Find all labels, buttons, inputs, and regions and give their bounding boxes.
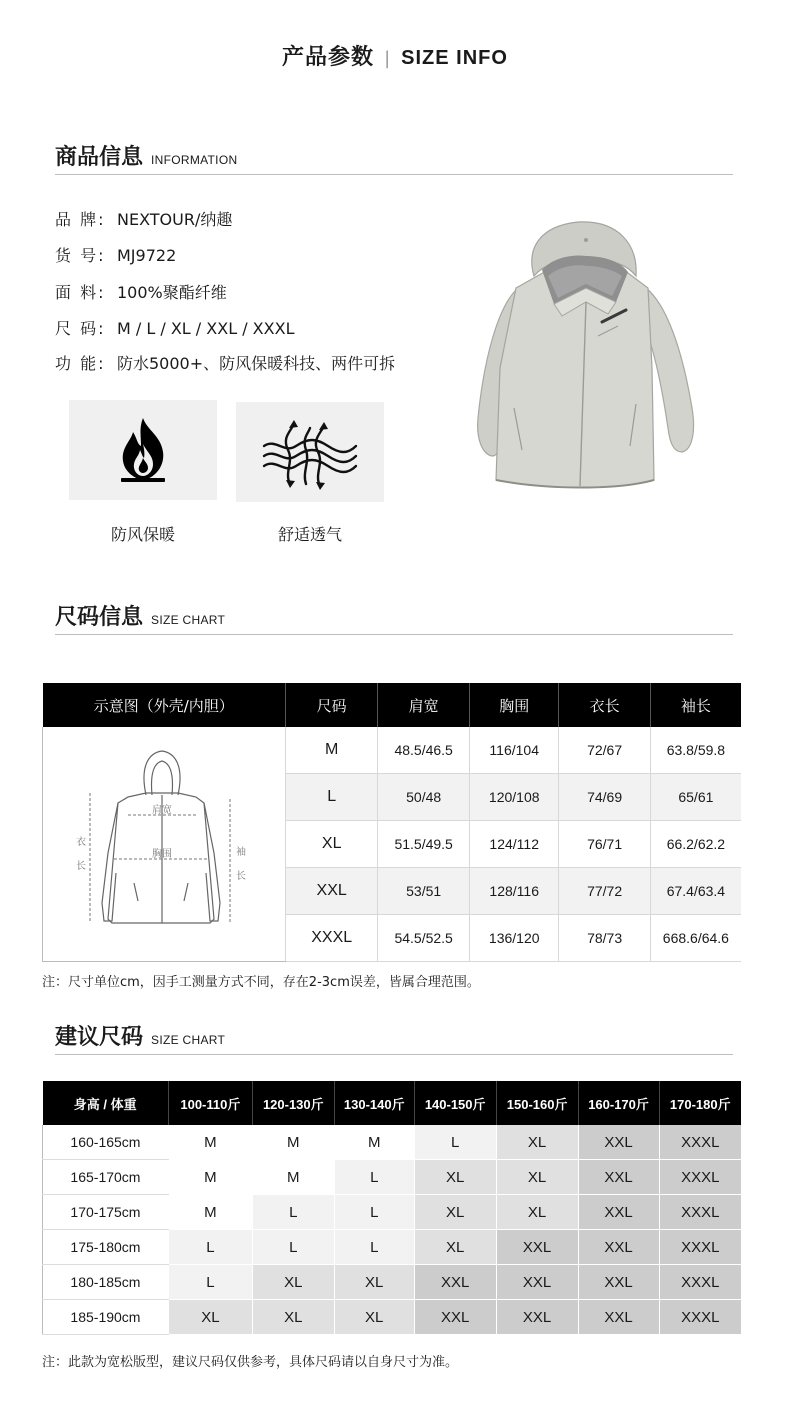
rec-size-cell: XXL (496, 1265, 578, 1300)
rec-size-cell: L (252, 1195, 334, 1230)
rec-size-cell: XXXL (659, 1160, 741, 1195)
rec-size-cell: XL (334, 1265, 414, 1300)
rec-size-cell: XL (496, 1125, 578, 1160)
rec-size-cell: XXL (414, 1265, 496, 1300)
cell-size: M (286, 727, 378, 774)
cell-size: XXXL (286, 915, 378, 962)
cell-length: 77/72 (559, 868, 650, 915)
rec-header-height-weight: 身高 / 体重 (43, 1081, 169, 1125)
table-row (43, 1125, 742, 1160)
table-row (43, 1195, 742, 1230)
info-key: 面 料: (55, 283, 106, 302)
cell-sleeve: 67.4/63.4 (650, 868, 741, 915)
rec-height: 185-190cm (43, 1300, 169, 1335)
rec-size-cell: XXL (578, 1125, 659, 1160)
cell-shoulder: 51.5/49.5 (378, 821, 470, 868)
rec-size-cell: M (168, 1160, 252, 1195)
rec-size-cell: XL (496, 1160, 578, 1195)
info-key: 货 号: (55, 246, 106, 265)
rec-size-cell: XXL (496, 1300, 578, 1335)
rec-height: 170-175cm (43, 1195, 169, 1230)
diagram-label-sleeve (236, 845, 246, 882)
recommendation-note: 注：此款为宽松版型，建议尺码仅供参考，具体尺码请以自身尺寸为准。 (42, 1355, 459, 1370)
rec-size-cell: XL (496, 1195, 578, 1230)
info-value: NEXTOUR/纳趣 (117, 210, 233, 229)
jacket-product-image (468, 218, 703, 498)
feature-tile-breathable (236, 402, 384, 502)
info-value: M / L / XL / XXL / XXXL (117, 319, 295, 338)
rec-size-cell: M (334, 1125, 414, 1160)
rec-size-cell: XXL (496, 1230, 578, 1265)
header-length: 衣长 (559, 683, 650, 727)
diagram-label-sleeve-2: 长 (236, 870, 246, 882)
size-chart-header-row (43, 683, 742, 727)
rec-size-cell: M (252, 1125, 334, 1160)
cell-chest: 116/104 (469, 727, 559, 774)
cell-length: 76/71 (559, 821, 650, 868)
section-heading-recommended-size (55, 1020, 733, 1055)
cell-length: 78/73 (559, 915, 650, 962)
jacket-measure-diagram (44, 733, 284, 953)
rec-size-cell: XXXL (659, 1125, 741, 1160)
info-key: 品 牌: (55, 210, 106, 229)
size-note: 注：尺寸单位cm，因手工测量方式不同，存在2-3cm误差，皆属合理范围。 (42, 975, 480, 990)
header-chest: 胸围 (469, 683, 559, 727)
rec-size-cell: XL (252, 1300, 334, 1335)
rec-size-cell: XXL (578, 1230, 659, 1265)
info-row-fabric (55, 281, 227, 305)
rec-size-cell: L (168, 1230, 252, 1265)
rec-size-cell: XXXL (659, 1195, 741, 1230)
info-value: MJ9722 (117, 246, 177, 265)
cell-length: 74/69 (559, 774, 650, 821)
info-row-brand (55, 208, 232, 232)
rec-height: 180-185cm (43, 1265, 169, 1300)
section-title-en: INFORMATION (151, 153, 238, 167)
info-row-sizes (55, 317, 294, 341)
table-row (43, 1160, 742, 1195)
airflow-icon (260, 416, 360, 490)
feature-label-breathable: 舒适透气 (277, 525, 342, 544)
cell-size: XXL (286, 868, 378, 915)
rec-size-cell: M (168, 1195, 252, 1230)
title-separator: | (384, 48, 392, 69)
section-heading-size-chart (55, 600, 733, 635)
rec-size-cell: XXL (578, 1160, 659, 1195)
size-chart-table (42, 683, 741, 962)
rec-header-weight: 130-140斤 (334, 1081, 414, 1125)
diagram-label-length-1: 衣 (76, 836, 86, 848)
rec-size-cell: XXL (578, 1195, 659, 1230)
cell-chest: 120/108 (469, 774, 559, 821)
diagram-label-length (76, 835, 86, 872)
cell-chest: 128/116 (469, 868, 559, 915)
rec-size-cell: L (168, 1265, 252, 1300)
cell-size: XL (286, 821, 378, 868)
diagram-label-shoulder: 肩宽 (152, 804, 172, 816)
rec-header-weight: 170-180斤 (659, 1081, 741, 1125)
rec-size-cell: XL (414, 1230, 496, 1265)
header-diagram: 示意图（外壳/内胆） (43, 683, 286, 727)
section-title-en: SIZE CHART (151, 613, 226, 627)
rec-size-cell: L (252, 1230, 334, 1265)
section-heading-information (55, 140, 733, 175)
cell-shoulder: 50/48 (378, 774, 470, 821)
rec-size-cell: XXL (578, 1265, 659, 1300)
table-row (43, 1265, 742, 1300)
section-title-cn: 商品信息 (55, 145, 144, 170)
rec-size-cell: XXXL (659, 1230, 741, 1265)
rec-size-cell: L (334, 1195, 414, 1230)
rec-header-weight: 150-160斤 (496, 1081, 578, 1125)
info-key: 功 能: (55, 354, 106, 373)
rec-size-cell: XXXL (659, 1300, 741, 1335)
rec-size-cell: L (414, 1125, 496, 1160)
rec-size-cell: M (168, 1125, 252, 1160)
rec-size-cell: XXL (578, 1300, 659, 1335)
cell-shoulder: 54.5/52.5 (378, 915, 470, 962)
header-shoulder: 肩宽 (378, 683, 470, 727)
cell-chest: 124/112 (469, 821, 559, 868)
info-value: 防水5000+、防风保暖科技、两件可拆 (117, 354, 396, 373)
table-row (43, 1230, 742, 1265)
rec-height: 165-170cm (43, 1160, 169, 1195)
rec-size-cell: M (252, 1160, 334, 1195)
header-size: 尺码 (286, 683, 378, 727)
page-title-cn: 产品参数 (282, 45, 375, 70)
cell-shoulder: 53/51 (378, 868, 470, 915)
header-sleeve: 袖长 (650, 683, 741, 727)
cell-sleeve: 668.6/64.6 (650, 915, 741, 962)
rec-size-cell: L (334, 1230, 414, 1265)
section-title-en: SIZE CHART (151, 1033, 226, 1047)
cell-shoulder: 48.5/46.5 (378, 727, 470, 774)
diagram-label-chest: 胸围 (152, 848, 172, 860)
feature-label-warm: 防风保暖 (110, 525, 175, 544)
info-row-item-number (55, 244, 176, 268)
info-value: 100%聚酯纤维 (117, 283, 227, 302)
cell-sleeve: 66.2/62.2 (650, 821, 741, 868)
rec-size-cell: XL (252, 1265, 334, 1300)
rec-size-cell: XXL (414, 1300, 496, 1335)
rec-height: 160-165cm (43, 1125, 169, 1160)
section-title-cn: 建议尺码 (55, 1025, 144, 1050)
info-row-function (55, 352, 395, 376)
page-title (0, 40, 790, 71)
cell-chest: 136/120 (469, 915, 559, 962)
recommended-size-table (42, 1081, 741, 1335)
size-diagram-cell (43, 727, 286, 962)
diagram-label-sleeve-1: 袖 (236, 846, 246, 858)
rec-height: 175-180cm (43, 1230, 169, 1265)
rec-size-cell: XL (168, 1300, 252, 1335)
rec-header-row (43, 1081, 742, 1125)
rec-header-weight: 140-150斤 (414, 1081, 496, 1125)
cell-sleeve: 65/61 (650, 774, 741, 821)
diagram-label-length-2: 长 (76, 860, 86, 872)
flame-icon (107, 414, 179, 486)
rec-header-weight: 100-110斤 (168, 1081, 252, 1125)
section-title-cn: 尺码信息 (55, 605, 144, 630)
cell-sleeve: 63.8/59.8 (650, 727, 741, 774)
feature-tile-warm (69, 400, 217, 500)
rec-header-weight: 120-130斤 (252, 1081, 334, 1125)
rec-header-weight: 160-170斤 (578, 1081, 659, 1125)
rec-size-cell: XL (414, 1160, 496, 1195)
cell-size: L (286, 774, 378, 821)
rec-size-cell: XL (414, 1195, 496, 1230)
table-row (43, 727, 742, 774)
info-key: 尺 码: (55, 319, 106, 338)
rec-size-cell: XL (334, 1300, 414, 1335)
rec-size-cell: XXXL (659, 1265, 741, 1300)
page-title-en: SIZE INFO (401, 47, 508, 69)
table-row (43, 1300, 742, 1335)
cell-length: 72/67 (559, 727, 650, 774)
rec-size-cell: L (334, 1160, 414, 1195)
